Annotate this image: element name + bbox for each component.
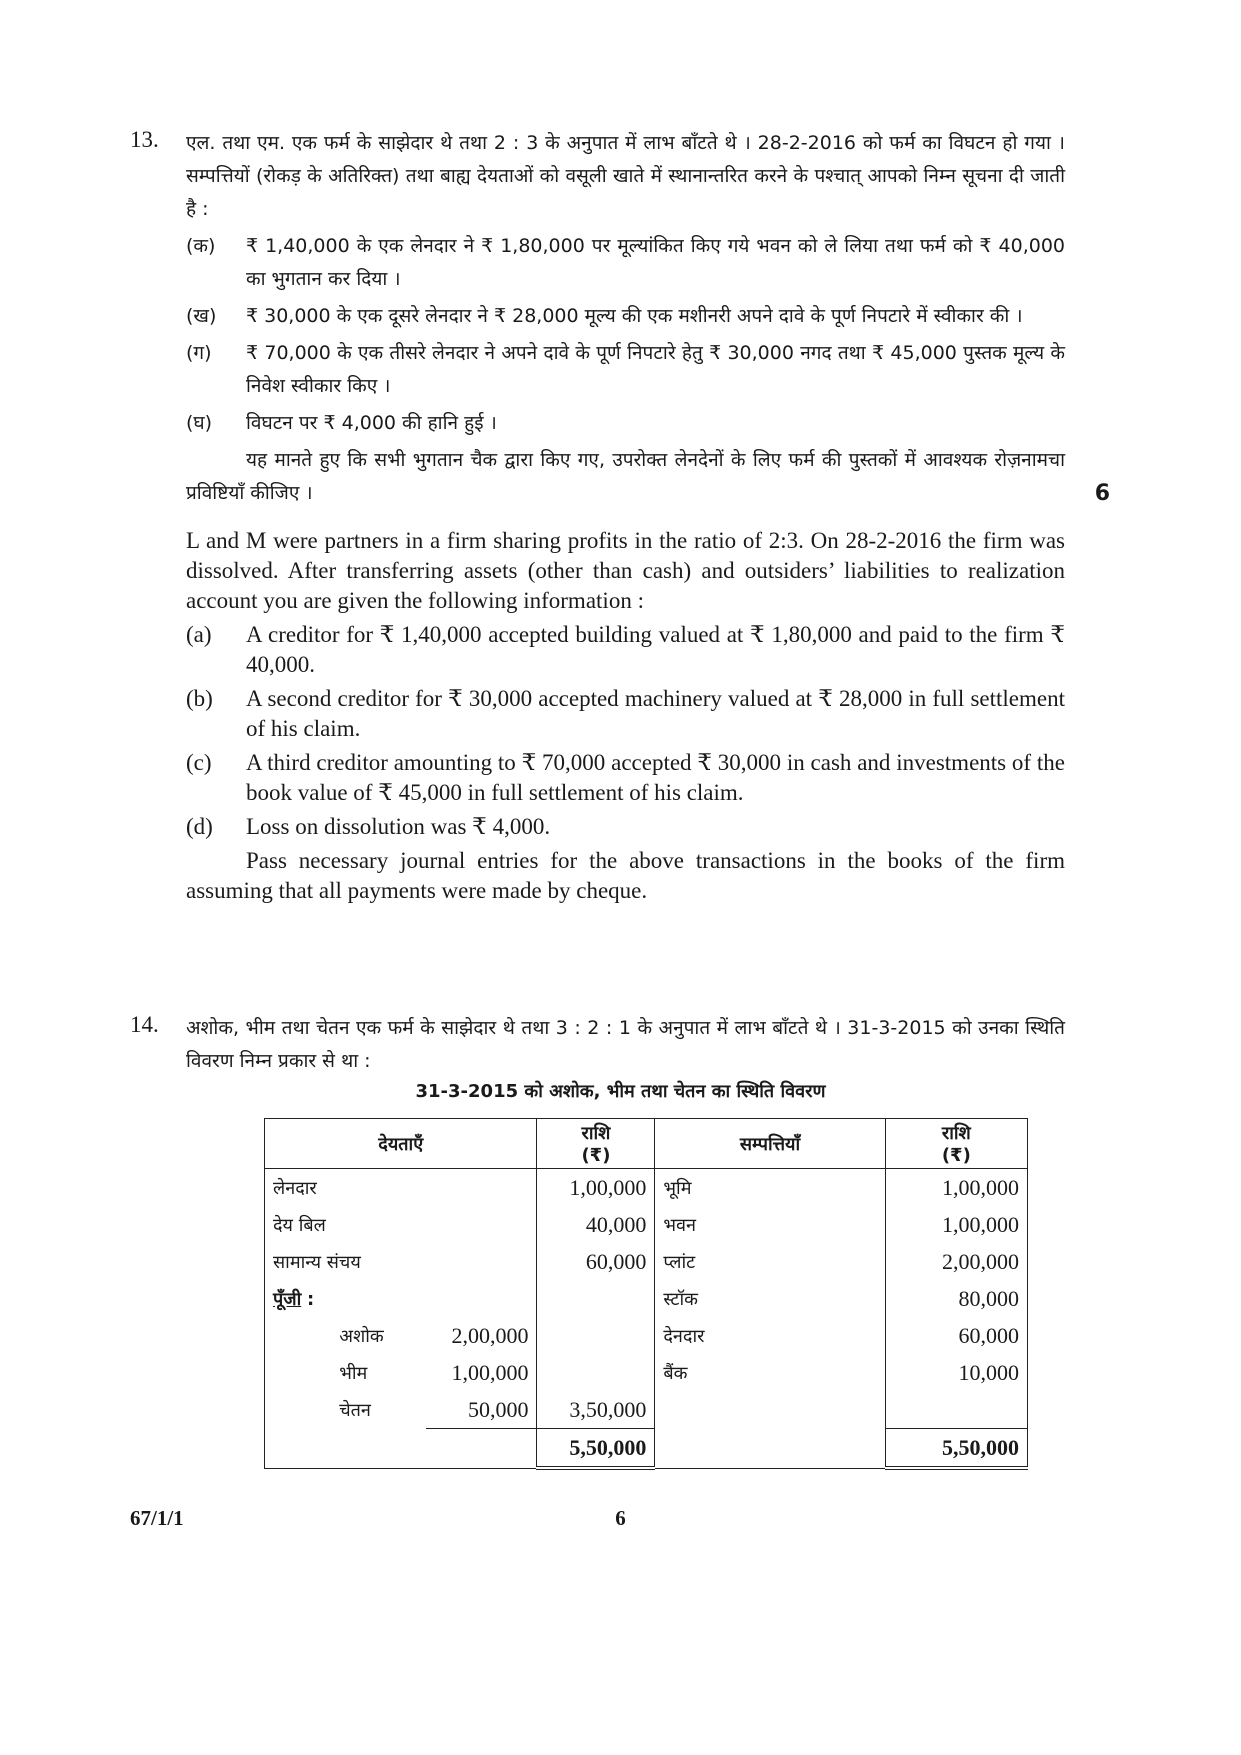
header-assets: सम्पत्तियाँ: [655, 1119, 885, 1169]
capital-heading-cell: [265, 1280, 537, 1317]
table-row: [265, 1243, 1028, 1280]
asset-cell: [655, 1391, 885, 1429]
asset-amount-cell: 60,000: [885, 1317, 1027, 1354]
asset-cell: प्लांट: [655, 1243, 885, 1280]
partner-name-cell: चेतन: [339, 1399, 371, 1421]
asset-amount-cell: 10,000: [885, 1354, 1027, 1391]
instruction-text: यह मानते हुए कि सभी भुगतान चैक द्वारा किए गए, उपरोक्त लेनदेनों के लिए फर्म की पुस्तकों में आवश्यक रोज़नामचा प्रविष्टियाँ कीजिए ।: [186, 449, 1065, 504]
amount-cell: [537, 1317, 655, 1354]
header-amount-label: राशि: [581, 1123, 611, 1144]
table-row: [265, 1391, 1028, 1429]
total-assets: 5,50,000: [885, 1429, 1027, 1469]
partner-name-cell: अशोक: [339, 1325, 384, 1347]
indent-cell: [265, 1317, 332, 1354]
item-label: (ग): [186, 342, 212, 364]
question-14: [130, 1012, 1065, 1078]
item-text: A second creditor for ₹ 30,000 accepted machinery valued at ₹ 28,000 in full settlement of his claim.: [246, 686, 1065, 741]
partner-capital-cell: 1,00,000: [451, 1359, 529, 1385]
q13-hindi-intro: एल. तथा एम. एक फर्म के साझेदार थे तथा 2 : 3 के अनुपात में लाभ बाँटते थे । 28-2-2016 को फर्म का विघटन हो गया । सम्पत्तियों (रोकड़ के अतिरिक्त) तथा बाह्य देयताओं को वसूली खाते में स्थानान्तरित करने के पश्चात् आपको निम्न सूचना दी जाती है :: [186, 132, 1065, 220]
partner-capital-cell: 50,000: [426, 1391, 537, 1429]
item-label: (b): [186, 686, 213, 711]
page-number: 6: [615, 1506, 626, 1530]
capital-total-cell: 3,50,000: [537, 1391, 655, 1429]
total-label-cell: [265, 1429, 537, 1469]
q13-hindi-instruction: [186, 444, 1110, 510]
q13-hindi-item: [186, 230, 1065, 296]
balance-sheet-title: 31-3-2015 को अशोक, भीम तथा चेतन का स्थिति विवरण: [415, 1081, 826, 1102]
item-text: ₹ 30,000 के एक दूसरे लेनदार ने ₹ 28,000 मूल्य की एक मशीनरी अपने दावे के पूर्ण निपटारे में स्वीकार की ।: [246, 305, 1023, 327]
header-amount-unit: (₹): [941, 1145, 971, 1166]
question-number: 13.: [130, 127, 159, 152]
item-text: ₹ 1,40,000 के एक लेनदार ने ₹ 1,80,000 पर मूल्यांकित किए गये भवन को ले लिया तथा फर्म को ₹ 40,000 का भुगतान कर दिया ।: [246, 235, 1065, 290]
table-row: [265, 1206, 1028, 1243]
amount-cell: [537, 1280, 655, 1317]
header-amount: [537, 1119, 655, 1169]
asset-cell: स्टॉक: [655, 1280, 885, 1317]
q13-hindi-item: [186, 407, 1065, 440]
amount-cell: 60,000: [537, 1243, 655, 1280]
balance-sheet-table: [264, 1118, 1028, 1470]
header-amount-label: राशि: [941, 1123, 971, 1144]
paper-code: 67/1/1: [130, 1506, 184, 1530]
q13-english-instruction: Pass necessary journal entries for the above transactions in the books of the firm assuming that all payments were made by cheque.: [186, 848, 1065, 903]
q13-english-item: [186, 684, 1065, 744]
table-row: [265, 1169, 1028, 1207]
table-row: [265, 1317, 1028, 1354]
asset-cell: भूमि: [655, 1169, 885, 1207]
item-label: (ख): [186, 305, 217, 327]
marks: 6: [1094, 481, 1110, 506]
item-label: (घ): [186, 412, 213, 434]
q14-hindi-intro: अशोक, भीम तथा चेतन एक फर्म के साझेदार थे तथा 3 : 2 : 1 के अनुपात में लाभ बाँटते थे । 31-3-2015 को उनका स्थिति विवरण निम्न प्रकार से था :: [186, 1017, 1065, 1072]
item-text: A third creditor amounting to ₹ 70,000 accepted ₹ 30,000 in cash and investments of the book value of ₹ 45,000 in full settlement of his claim.: [246, 750, 1065, 805]
item-label: (d): [186, 814, 213, 839]
item-text: ₹ 70,000 के एक तीसरे लेनदार ने अपने दावे के पूर्ण निपटारे हेतु ₹ 30,000 नगद तथा ₹ 45,000 पुस्तक मूल्य के निवेश स्वीकार किए ।: [246, 342, 1065, 397]
amount-cell: 1,00,000: [537, 1169, 655, 1207]
item-label: (a): [186, 622, 212, 647]
item-text: विघटन पर ₹ 4,000 की हानि हुई ।: [246, 412, 497, 434]
capital-colon: :: [306, 1288, 315, 1310]
header-amount: [885, 1119, 1027, 1169]
item-label: (क): [186, 235, 216, 257]
amount-cell: 40,000: [537, 1206, 655, 1243]
total-liabilities: 5,50,000: [537, 1429, 655, 1469]
table-row: [265, 1354, 1028, 1391]
indent-cell: [265, 1354, 332, 1391]
asset-cell: देनदार: [655, 1317, 885, 1354]
asset-amount-cell: 1,00,000: [885, 1206, 1027, 1243]
q13-english-item: [186, 812, 1065, 842]
asset-cell: भवन: [655, 1206, 885, 1243]
item-text: Loss on dissolution was ₹ 4,000.: [246, 814, 551, 839]
q13-english-item: [186, 748, 1065, 808]
table-header-row: [265, 1119, 1028, 1169]
total-row: [265, 1429, 1028, 1469]
total-asset-label-cell: [655, 1429, 885, 1469]
header-amount-unit: (₹): [581, 1145, 611, 1166]
asset-amount-cell: 80,000: [885, 1280, 1027, 1317]
liability-cell: लेनदार: [265, 1169, 537, 1207]
item-label: (c): [186, 750, 212, 775]
question-13: [130, 127, 1110, 906]
asset-amount-cell: 1,00,000: [885, 1169, 1027, 1207]
asset-cell: बैंक: [655, 1354, 885, 1391]
table-row: [265, 1280, 1028, 1317]
indent-cell: [265, 1391, 332, 1429]
asset-amount-cell: 2,00,000: [885, 1243, 1027, 1280]
partner-capital-cell: 2,00,000: [451, 1322, 529, 1348]
q13-hindi-item: [186, 300, 1065, 333]
asset-amount-cell: [885, 1391, 1027, 1429]
q13-english-item: [186, 620, 1065, 680]
partner-name-cell: भीम: [339, 1362, 368, 1384]
liability-cell: सामान्य संचय: [265, 1243, 537, 1280]
liability-cell: देय बिल: [265, 1206, 537, 1243]
q13-english-intro: L and M were partners in a firm sharing profits in the ratio of 2:3. On 28-2-2016 the firm was dissolved. After transferring assets (other than cash) and outsiders’ liabilities to realization account you are given the following information :: [186, 528, 1065, 613]
header-liabilities: देयताएँ: [265, 1119, 537, 1169]
capital-heading: पूँजी: [273, 1288, 302, 1310]
question-number: 14.: [130, 1012, 159, 1037]
amount-cell: [537, 1354, 655, 1391]
item-text: A creditor for ₹ 1,40,000 accepted building valued at ₹ 1,80,000 and paid to the firm ₹ 40,000.: [246, 622, 1065, 677]
q13-hindi-item: [186, 337, 1065, 403]
